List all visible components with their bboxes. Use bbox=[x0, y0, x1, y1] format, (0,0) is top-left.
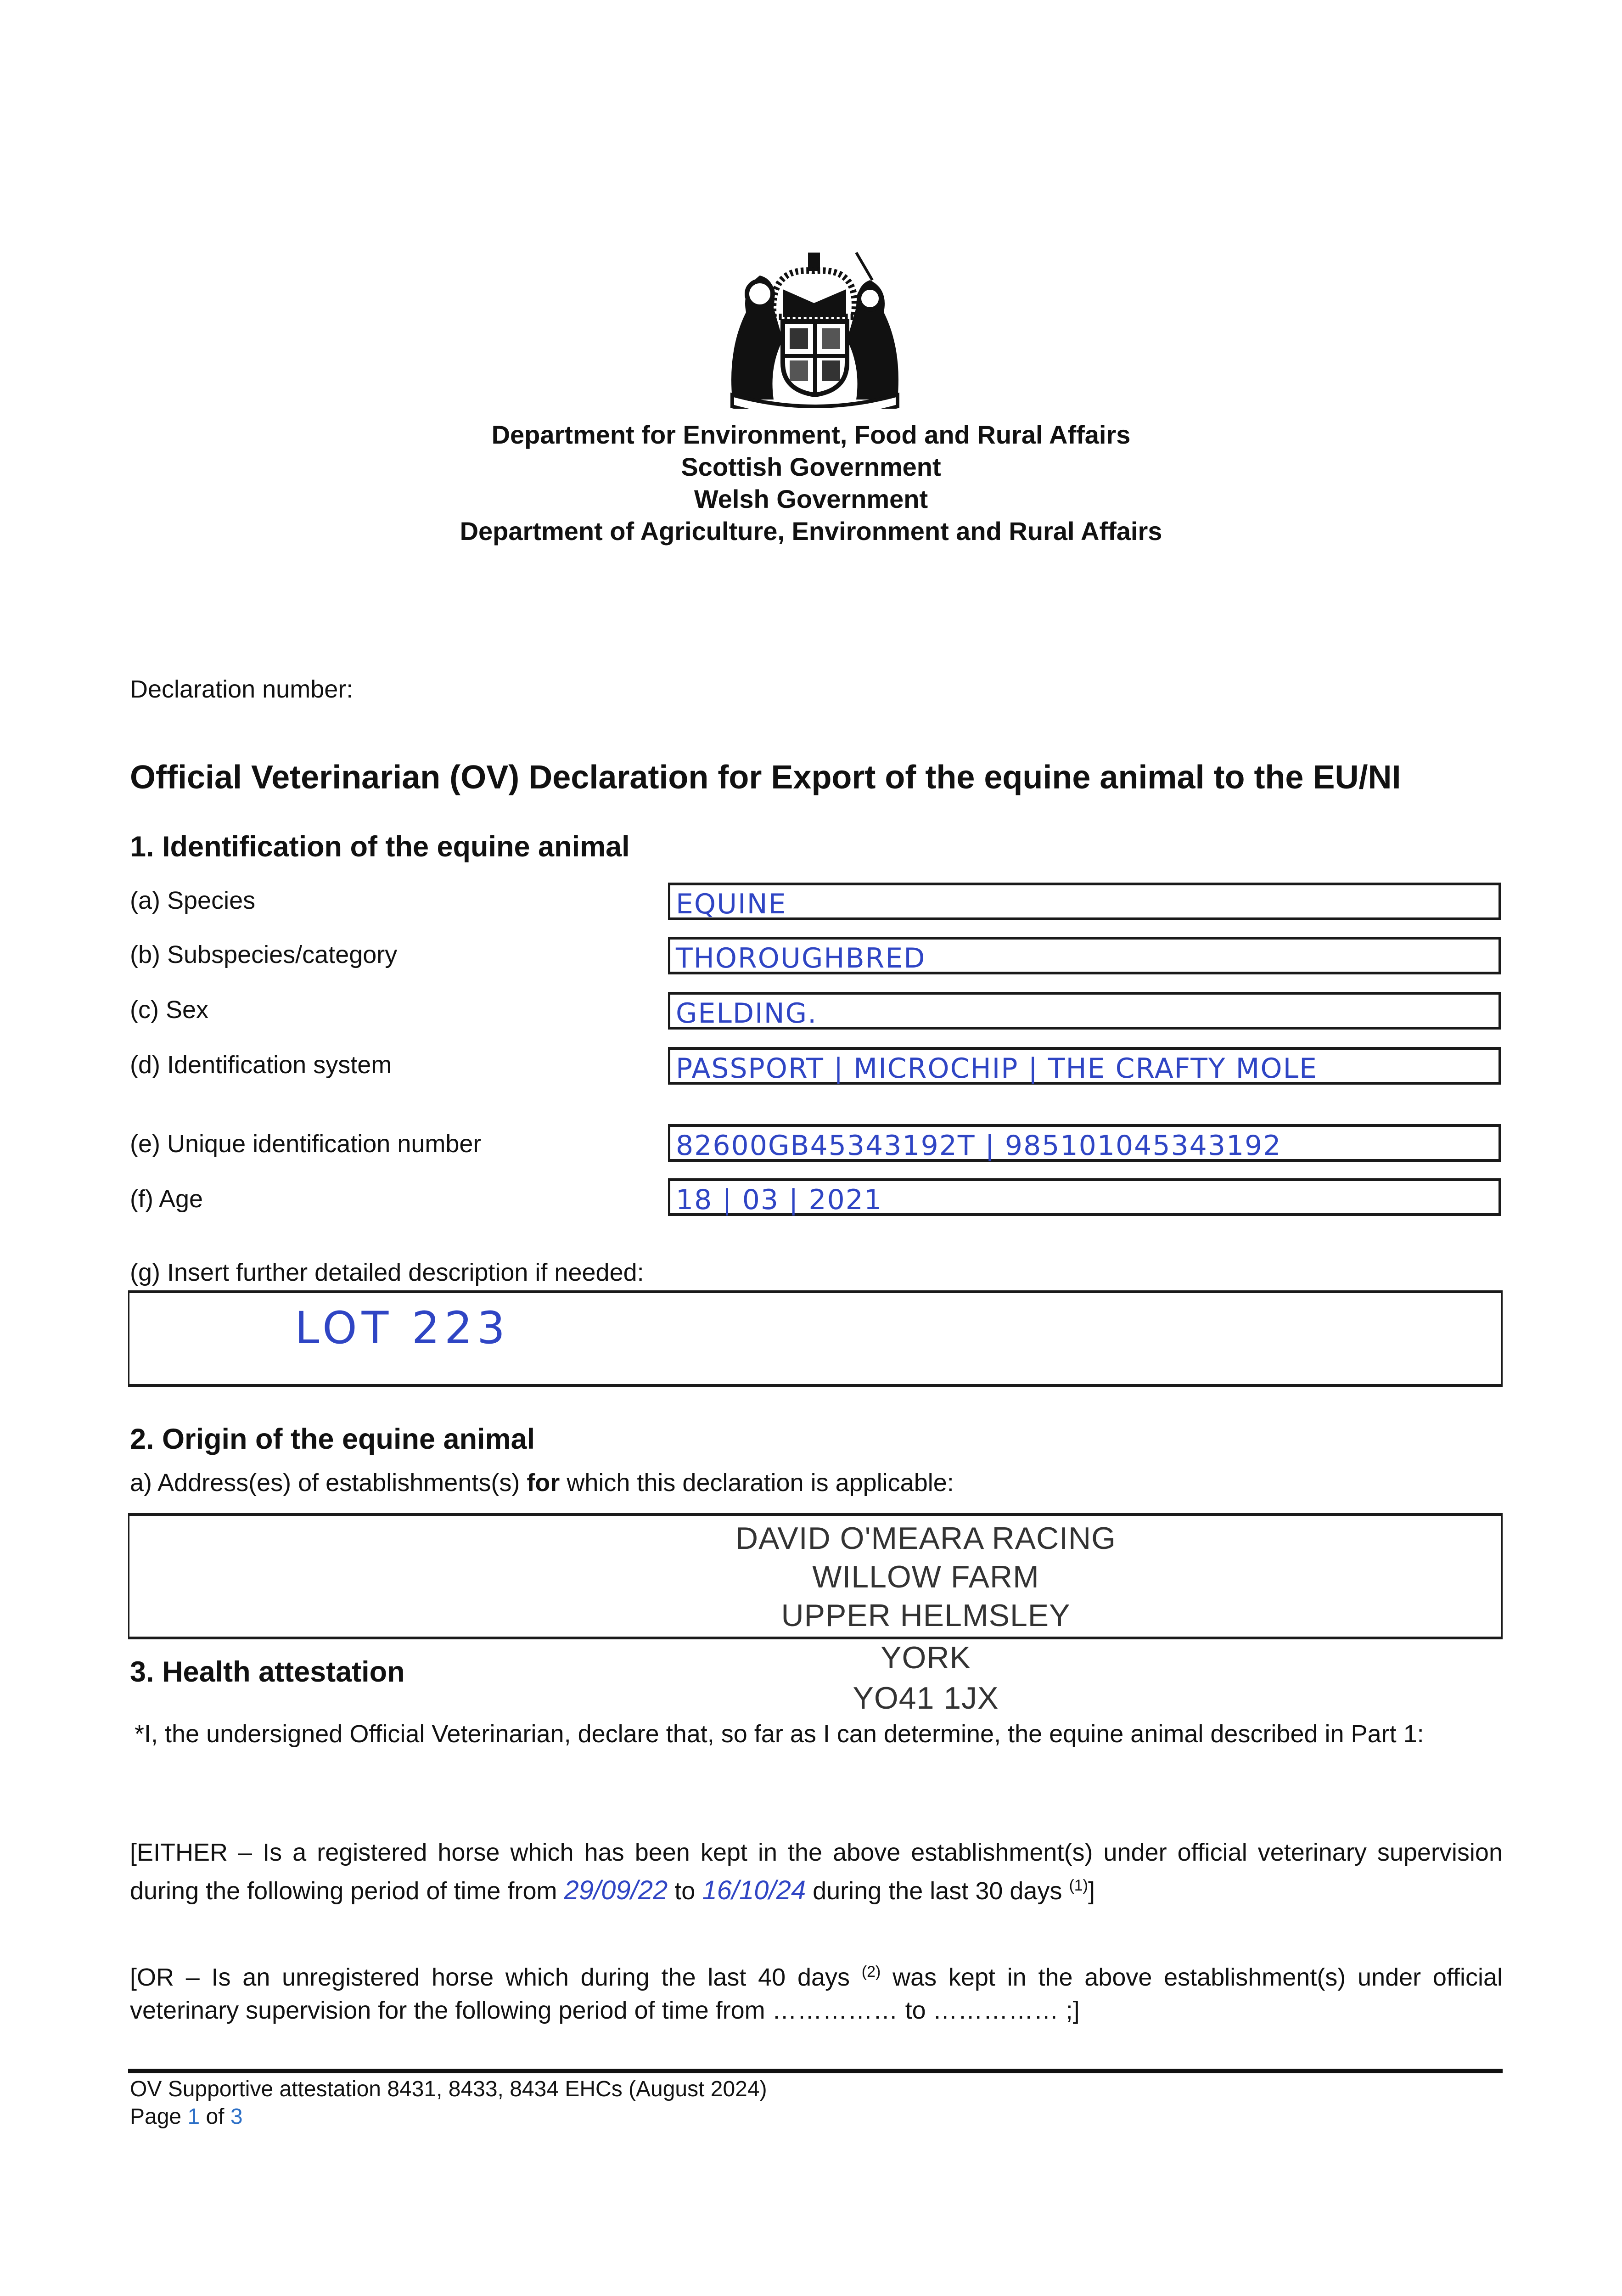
address-label bbox=[130, 1469, 954, 1497]
either-to-date[interactable]: 16/10/24 bbox=[702, 1875, 806, 1905]
sex-label: (c) Sex bbox=[130, 996, 209, 1024]
agency-defra: Department for Environment, Food and Rural Affairs bbox=[491, 420, 1131, 449]
address-stamp-line-2: WILLOW FARM bbox=[812, 1559, 1039, 1594]
or-text-mid: was kept in the above establishment(s) under official veterinary supervision for the following period of time from bbox=[130, 1964, 1503, 2024]
page-title: Official Veterinarian (OV) Declaration for Export of the equine animal to the EU/NI bbox=[130, 759, 1401, 796]
or-text: [OR – Is an unregistered horse which during the last 40 days bbox=[130, 1964, 862, 1991]
description-value: LOT 223 bbox=[295, 1302, 510, 1354]
either-to-label: to bbox=[668, 1877, 702, 1905]
description-label: (g) Insert further detailed description if needed: bbox=[130, 1259, 644, 1286]
description-field[interactable] bbox=[128, 1290, 1503, 1387]
identification-system-label: (d) Identification system bbox=[130, 1051, 392, 1079]
address-stamp-line-3: UPPER HELMSLEY bbox=[781, 1598, 1071, 1633]
unique-id-value: 82600GB45343192T | 985101045343192 bbox=[676, 1130, 1282, 1162]
either-text: [EITHER – Is a registered horse which has been kept in the above establishment(s) under official veterinary supervision during the following period of time from bbox=[130, 1839, 1503, 1905]
sex-value: GELDING. bbox=[676, 997, 818, 1030]
or-close: ;] bbox=[1059, 1997, 1080, 2024]
or-to-date[interactable]: …………… bbox=[932, 1997, 1059, 2024]
health-attestation-intro: *I, the undersigned Official Veterinarian, declare that, so far as I can determine, the equine animal described in Part 1: bbox=[135, 1720, 1424, 1748]
address-stamp-line-1: DAVID O'MEARA RACING bbox=[735, 1521, 1116, 1556]
agency-daera: Department of Agriculture, Environment and Rural Affairs bbox=[460, 517, 1162, 546]
section1-heading: 1. Identification of the equine animal bbox=[130, 831, 630, 863]
address-stamp-line-4: YORK bbox=[881, 1640, 971, 1675]
section2-heading: 2. Origin of the equine animal bbox=[130, 1423, 535, 1455]
or-clause bbox=[130, 1955, 1503, 2027]
age-label: (f) Age bbox=[130, 1185, 203, 1213]
agency-welsh-government: Welsh Government bbox=[694, 484, 928, 513]
royal-coat-of-arms-icon bbox=[714, 248, 916, 409]
declaration-number-label: Declaration number: bbox=[130, 675, 354, 703]
unique-id-label: (e) Unique identification number bbox=[130, 1130, 482, 1158]
sex-field[interactable] bbox=[668, 992, 1501, 1030]
page-number bbox=[130, 2103, 243, 2131]
identification-system-value: PASSPORT | MICROCHIP | THE CRAFTY MOLE bbox=[676, 1052, 1318, 1085]
subspecies-value: THOROUGHBRED bbox=[676, 942, 926, 974]
footnote-1: (1) bbox=[1069, 1877, 1089, 1894]
either-text-after: during the last 30 days bbox=[806, 1877, 1069, 1905]
address-label-prefix: a) Address(es) of establishments(s) bbox=[130, 1469, 527, 1497]
agency-scottish-government: Scottish Government bbox=[681, 452, 941, 481]
age-value: 18 | 03 | 2021 bbox=[676, 1184, 883, 1216]
section3-heading: 3. Health attestation bbox=[130, 1656, 405, 1688]
either-close: ] bbox=[1088, 1877, 1095, 1905]
either-clause bbox=[130, 1836, 1503, 1908]
species-value: EQUINE bbox=[676, 888, 787, 920]
footer-divider bbox=[128, 2069, 1503, 2073]
address-stamp-line-5: YO41 1JX bbox=[853, 1681, 999, 1716]
species-label: (a) Species bbox=[130, 887, 256, 914]
or-from-date[interactable]: …………… bbox=[772, 1997, 898, 2024]
page-prefix: Page bbox=[130, 2105, 188, 2129]
either-from-date[interactable]: 29/09/22 bbox=[564, 1875, 668, 1905]
footnote-2: (2) bbox=[861, 1963, 881, 1981]
declaration-number-field[interactable] bbox=[381, 675, 932, 707]
address-label-bold: for bbox=[527, 1469, 560, 1497]
identification-system-field[interactable] bbox=[668, 1047, 1501, 1085]
unique-id-field[interactable] bbox=[668, 1124, 1501, 1162]
species-field[interactable] bbox=[668, 883, 1501, 920]
subspecies-field[interactable] bbox=[668, 937, 1501, 974]
address-label-suffix: which this declaration is applicable: bbox=[560, 1469, 954, 1497]
page-total: 3 bbox=[230, 2105, 243, 2129]
or-to-label: to bbox=[898, 1997, 933, 2024]
form-reference: OV Supportive attestation 8431, 8433, 8434 EHCs (August 2024) bbox=[130, 2077, 767, 2101]
page-current: 1 bbox=[187, 2105, 200, 2129]
age-field[interactable] bbox=[668, 1178, 1501, 1216]
page-of: of bbox=[200, 2105, 230, 2129]
subspecies-label: (b) Subspecies/category bbox=[130, 941, 398, 968]
